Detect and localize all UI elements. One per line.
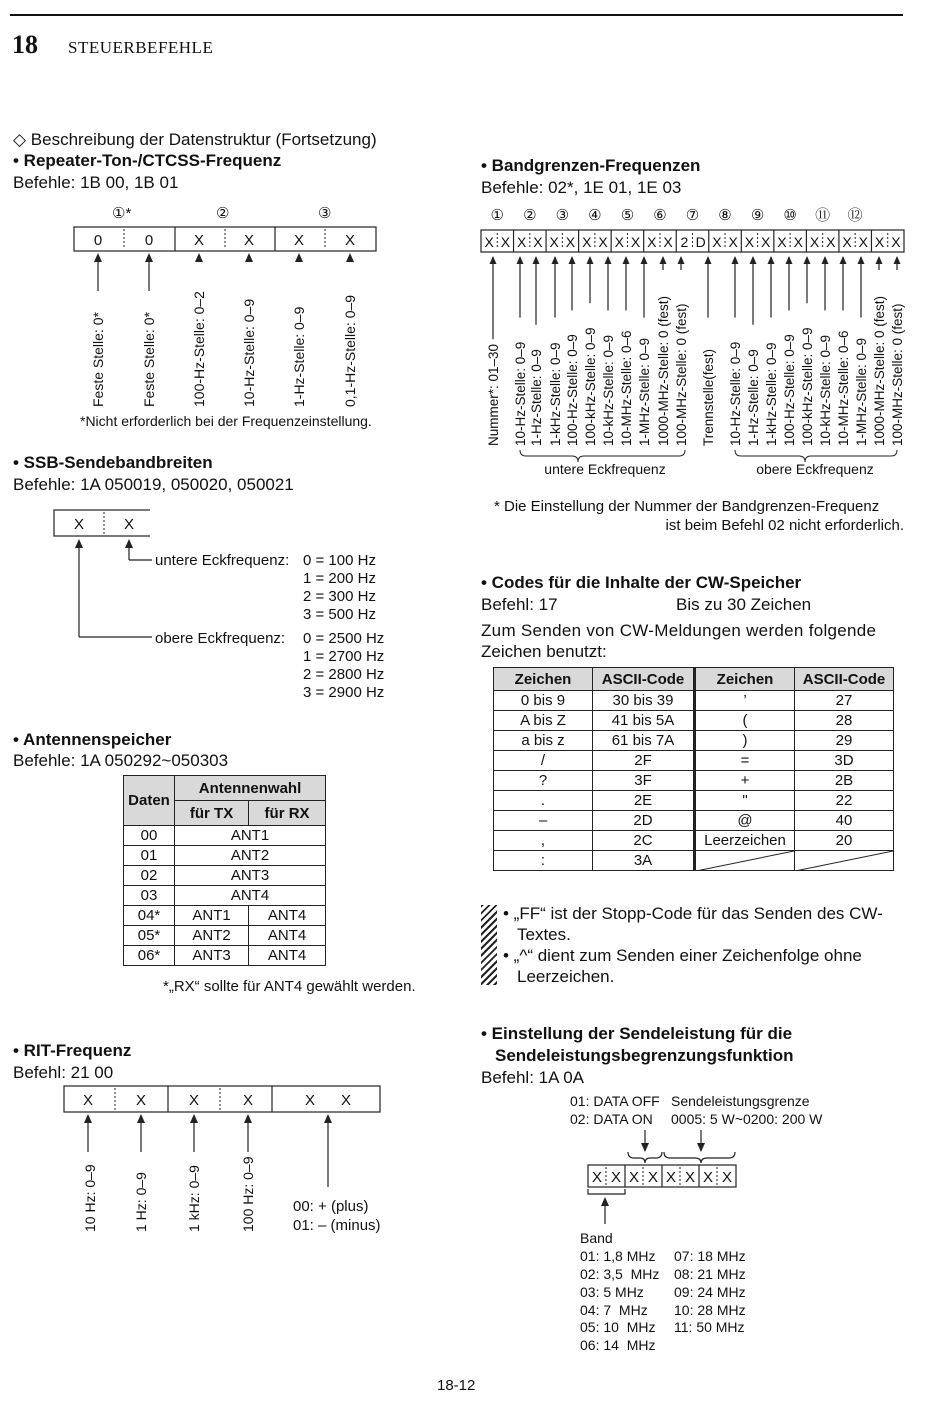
ssb-lower-value-1: 0 = 100 Hz xyxy=(303,552,376,569)
cw-text-line2: Zeichen benutzt: xyxy=(481,642,607,661)
antenna-header-daten: Daten xyxy=(124,776,175,826)
band-marker: ⑥ xyxy=(653,207,667,224)
band-arrow-head xyxy=(804,256,811,264)
power-band-label: Band xyxy=(580,1230,613,1246)
band-label: 10-MHz-Stelle: 0–6 xyxy=(619,330,634,446)
cw-zeichen: : xyxy=(494,851,593,871)
band-arrow-head xyxy=(732,256,739,264)
band-label: 1-Hz-Stelle: 0–9 xyxy=(746,349,761,446)
band-cell: X xyxy=(826,234,836,250)
band-cell: X xyxy=(842,234,852,250)
power-diagram xyxy=(580,1128,750,1228)
antenna-daten: 06* xyxy=(124,946,175,966)
ssb-lower-label: untere Eckfrequenz: xyxy=(155,552,290,569)
band-cell: X xyxy=(582,234,592,250)
antenna-rx: ANT4 xyxy=(249,946,326,966)
section-intro: ◇ Beschreibung der Datenstruktur (Fortsetzung) xyxy=(13,130,377,149)
header-rule xyxy=(10,14,903,16)
repeater-marker-3: ③ xyxy=(318,205,332,222)
cw-empty-cell xyxy=(695,851,795,871)
ssb-lower-value-3: 2 = 300 Hz xyxy=(303,588,376,605)
antenna-header-tx: für TX xyxy=(175,801,249,826)
band-item: 04: 7 MHz xyxy=(580,1302,648,1318)
repeater-cell-3: X xyxy=(193,232,205,249)
band-arrow-head xyxy=(840,256,847,264)
repeater-label-6: 0,1-Hz-Stelle: 0–9 xyxy=(342,294,358,407)
band-marker: ⑧ xyxy=(718,207,732,224)
antenna-daten: 01 xyxy=(124,846,175,866)
cw-ascii: 3D xyxy=(795,751,894,771)
cw-ascii: 28 xyxy=(795,711,894,731)
antenna-ant: ANT3 xyxy=(175,866,326,886)
repeater-commands: Befehle: 1B 00, 1B 01 xyxy=(13,173,179,192)
cw-note1-line1: • „FF“ ist der Stopp-Code für das Senden des CW- xyxy=(503,904,883,923)
cw-zeichen: ? xyxy=(494,771,593,791)
power-cell-2: X xyxy=(610,1169,622,1186)
table-row xyxy=(494,751,894,771)
band-item: 01: 1,8 MHz xyxy=(580,1248,656,1264)
band-cell: X xyxy=(793,234,803,250)
cw-ascii: 3A xyxy=(593,851,695,871)
power-limit-range: 0005: 5 W~0200: 200 W xyxy=(671,1111,823,1127)
band-cell: X xyxy=(744,234,755,250)
antenna-tx: ANT2 xyxy=(175,926,249,946)
chapter-number: 18 xyxy=(12,30,38,59)
band-marker: ⑨ xyxy=(750,207,765,224)
band-marker: ③ xyxy=(555,207,570,224)
power-cell-7: X xyxy=(702,1169,714,1186)
band-cell: X xyxy=(858,234,868,250)
repeater-cell-4: X xyxy=(243,232,255,249)
band-item: 05: 10 MHz xyxy=(580,1319,656,1335)
cw-header-zeichen-right: Zeichen xyxy=(695,668,795,691)
antenna-ant: ANT2 xyxy=(175,846,326,866)
rit-sign-plus: 00: + (plus) xyxy=(293,1198,369,1215)
band-label: 100-Hz-Stelle: 0–9 xyxy=(565,334,580,446)
table-row xyxy=(494,731,894,751)
band-cell: X xyxy=(598,234,608,250)
band-item: 08: 21 MHz xyxy=(674,1266,746,1282)
rit-cell-5: X xyxy=(304,1092,316,1109)
ssb-diagram xyxy=(50,505,150,645)
band-cell: X xyxy=(874,234,885,250)
table-row xyxy=(494,831,894,851)
band-cell: X xyxy=(517,234,527,250)
band-note-line2: ist beim Befehl 02 nicht erforderlich. xyxy=(665,517,904,534)
band-label: 100-MHz-Stelle: 0 (fest) xyxy=(890,303,905,446)
cw-zeichen: Leerzeichen xyxy=(695,831,795,851)
rit-cell-4: X xyxy=(242,1092,254,1109)
rit-label-4: 100 Hz: 0–9 xyxy=(240,1156,256,1232)
cw-ascii: 30 bis 39 xyxy=(593,691,695,711)
cw-note2-line2: Leerzeichen. xyxy=(517,967,615,986)
band-title: • Bandgrenzen-Frequenzen xyxy=(481,156,701,175)
repeater-label-1: Feste Stelle: 0* xyxy=(90,312,106,407)
table-row xyxy=(494,711,894,731)
band-item: 10: 28 MHz xyxy=(674,1302,746,1318)
antenna-tx: ANT3 xyxy=(175,946,249,966)
cw-zeichen: – xyxy=(494,811,593,831)
antenna-commands: Befehle: 1A 050292~050303 xyxy=(13,751,229,770)
rit-sign-minus: 01: – (minus) xyxy=(293,1217,381,1234)
cw-zeichen: A bis Z xyxy=(494,711,593,731)
page-number: 18-12 xyxy=(437,1377,476,1394)
band-label: 1-Hz-Stelle: 0–9 xyxy=(529,349,544,446)
cw-empty-cell xyxy=(795,851,894,871)
cw-zeichen: / xyxy=(494,751,593,771)
band-cell: D xyxy=(695,234,706,250)
ssb-upper-value-2: 1 = 2700 Hz xyxy=(303,648,385,665)
table-row xyxy=(124,866,326,886)
antenna-title: • Antennenspeicher xyxy=(13,730,172,749)
repeater-diagram xyxy=(70,196,390,436)
cw-note1-line2: Textes. xyxy=(517,925,571,944)
cw-header-ascii-right: ASCII-Code xyxy=(795,668,894,691)
cw-ascii: 2B xyxy=(795,771,894,791)
band-item: 11: 50 MHz xyxy=(674,1319,745,1335)
cw-limit: Bis zu 30 Zeichen xyxy=(676,595,812,614)
cw-ascii: 20 xyxy=(795,831,894,851)
table-row xyxy=(494,851,894,871)
band-arrow-head xyxy=(894,256,901,264)
antenna-tx: ANT1 xyxy=(175,906,249,926)
repeater-marker-1: ①* xyxy=(112,205,132,222)
cw-ascii: 27 xyxy=(795,691,894,711)
rit-label-1: 10 Hz: 0–9 xyxy=(82,1164,98,1232)
band-marker: ① xyxy=(490,207,504,224)
band-commands: Befehle: 02*, 1E 01, 1E 03 xyxy=(481,178,682,197)
ssb-upper-value-3: 2 = 2800 Hz xyxy=(303,666,385,683)
band-item: 03: 5 MHz xyxy=(580,1284,644,1300)
cw-command: Befehl: 17 xyxy=(481,595,558,614)
band-arrow-head xyxy=(660,256,667,264)
band-arrow-head xyxy=(786,256,793,264)
band-cell: X xyxy=(565,234,576,250)
ssb-lower-value-4: 3 = 500 Hz xyxy=(303,606,376,623)
band-label: 100-kHz-Stelle: 0–9 xyxy=(800,327,815,446)
ssb-upper-value-4: 3 = 2900 Hz xyxy=(303,684,385,701)
cw-ascii: 22 xyxy=(795,791,894,811)
antenna-daten: 03 xyxy=(124,886,175,906)
rit-cell-3: X xyxy=(188,1092,200,1109)
band-cell: X xyxy=(647,234,657,250)
band-arrow-head xyxy=(517,256,524,264)
power-title-line1: • Einstellung der Sendeleistung für die xyxy=(481,1024,793,1043)
power-command: Befehl: 1A 0A xyxy=(481,1068,585,1087)
band-label: 10-kHz-Stelle: 0–9 xyxy=(818,334,833,446)
band-label: Nummer*: 01–30 xyxy=(486,343,501,446)
band-cell: X xyxy=(500,234,511,250)
repeater-cell-6: X xyxy=(344,232,356,249)
table-row xyxy=(494,771,894,791)
band-marker: ⑫ xyxy=(847,207,863,224)
band-cell: X xyxy=(761,234,771,250)
antenna-daten: 05* xyxy=(124,926,175,946)
cw-note2-line1: • „^“ dient zum Senden einer Zeichenfolge ohne xyxy=(503,946,862,965)
table-row xyxy=(494,691,894,711)
band-arrow-head xyxy=(533,256,540,264)
band-item: 06: 14 MHz xyxy=(580,1337,656,1353)
cw-zeichen: 0 bis 9 xyxy=(494,691,593,711)
ssb-title: • SSB-Sendebandbreiten xyxy=(13,453,213,472)
ssb-upper-label: obere Eckfrequenz: xyxy=(155,630,286,647)
table-row xyxy=(124,946,326,966)
ssb-cell-2: X xyxy=(123,516,135,533)
band-arrow-head xyxy=(490,256,497,264)
antenna-daten: 04* xyxy=(124,906,175,926)
table-row xyxy=(494,791,894,811)
band-label: 10-kHz-Stelle: 0–9 xyxy=(601,334,616,446)
power-data-off: 01: DATA OFF xyxy=(570,1093,660,1109)
band-label: 1-kHz-Stelle: 0–9 xyxy=(764,342,779,446)
cw-zeichen: . xyxy=(494,791,593,811)
cw-zeichen: @ xyxy=(695,811,795,831)
cw-ascii: 40 xyxy=(795,811,894,831)
band-marker: ② xyxy=(523,207,537,224)
band-cell: X xyxy=(533,234,543,250)
band-marker: ⑪ xyxy=(815,207,831,224)
cw-ascii: 41 bis 5A xyxy=(593,711,695,731)
ssb-lower-value-2: 1 = 200 Hz xyxy=(303,570,376,587)
power-limit-label: Sendeleistungsgrenze xyxy=(671,1093,810,1109)
rit-label-3: 1 kHz: 0–9 xyxy=(186,1165,202,1232)
rit-cell-2: X xyxy=(135,1092,147,1109)
rit-cell-1: X xyxy=(82,1092,94,1109)
band-item: 02: 3,5 MHz xyxy=(580,1266,660,1282)
ssb-commands: Befehle: 1A 050019, 050020, 050021 xyxy=(13,475,294,494)
band-cell: X xyxy=(630,234,641,250)
repeater-label-4: 10-Hz-Stelle: 0–9 xyxy=(241,298,257,407)
band-diagram xyxy=(475,200,915,480)
table-row xyxy=(124,846,326,866)
band-cell: X xyxy=(809,234,820,250)
band-item: 07: 18 MHz xyxy=(674,1248,746,1264)
band-cell: X xyxy=(614,234,624,250)
antenna-header-rx: für RX xyxy=(249,801,326,826)
band-arrow-head xyxy=(822,256,829,264)
band-arrow-head xyxy=(768,256,775,264)
cw-ascii: 2D xyxy=(593,811,695,831)
power-data-on: 02: DATA ON xyxy=(570,1111,653,1127)
cw-zeichen: = xyxy=(695,751,795,771)
chapter-title: STEUERBEFEHLE xyxy=(68,38,214,57)
rit-label-2: 1 Hz: 0–9 xyxy=(133,1172,149,1232)
cw-zeichen: , xyxy=(494,831,593,851)
band-cell: 2 xyxy=(680,234,689,250)
table-row xyxy=(494,811,894,831)
cw-ascii: 2C xyxy=(593,831,695,851)
cw-header-zeichen-left: Zeichen xyxy=(494,668,593,691)
cw-ascii: 61 bis 7A xyxy=(593,731,695,751)
rit-title: • RIT-Frequenz xyxy=(13,1041,132,1060)
band-label: 10-MHz-Stelle: 0–6 xyxy=(836,330,851,446)
table-row xyxy=(124,926,326,946)
band-marker: ④ xyxy=(588,207,602,224)
rit-cell-6: X xyxy=(340,1092,352,1109)
band-cell: X xyxy=(728,234,738,250)
antenna-table xyxy=(123,775,326,966)
rit-commands: Befehl: 21 00 xyxy=(13,1063,114,1082)
cw-header-ascii-left: ASCII-Code xyxy=(593,668,695,691)
cw-text-line1: Zum Senden von CW-Meldungen werden folgende xyxy=(481,621,877,640)
band-note-line1: * Die Einstellung der Nummer der Bandgrenzen-Frequenz xyxy=(494,498,880,515)
antenna-ant: ANT1 xyxy=(175,826,326,846)
cw-ascii: 2F xyxy=(593,751,695,771)
repeater-label-2: Feste Stelle: 0* xyxy=(141,312,157,407)
band-label: 10-Hz-Stelle: 0–9 xyxy=(513,341,528,446)
power-cell-6: X xyxy=(684,1169,696,1186)
table-row xyxy=(124,826,326,846)
band-arrow-head xyxy=(705,256,712,264)
band-cell: X xyxy=(549,234,559,250)
repeater-cell-1: 0 xyxy=(93,232,103,249)
repeater-label-5: 1-Hz-Stelle: 0–9 xyxy=(291,306,307,407)
band-label: 1000-MHz-Stelle: 0 (fest) xyxy=(872,295,887,446)
band-item: 09: 24 MHz xyxy=(674,1284,746,1300)
repeater-marker-2: ② xyxy=(216,205,230,222)
band-arrow-head xyxy=(605,256,612,264)
band-arrow-head xyxy=(623,256,630,264)
band-label: 1000-MHz-Stelle: 0 (fest) xyxy=(656,295,671,446)
note-hatch-icon xyxy=(481,905,497,985)
band-label: 100-kHz-Stelle: 0–9 xyxy=(583,327,598,446)
cw-ascii: 29 xyxy=(795,731,894,751)
band-cell: X xyxy=(712,234,722,250)
band-arrow-head xyxy=(876,256,883,264)
band-cell: X xyxy=(891,234,901,250)
power-title-line2: Sendeleistungsbegrenzungsfunktion xyxy=(495,1046,794,1065)
band-arrow-head xyxy=(750,256,757,264)
repeater-footnote: *Nicht erforderlich bei der Frequenzeinstellung. xyxy=(80,413,372,429)
ssb-cell-1: X xyxy=(73,516,85,533)
band-lower-group: untere Eckfrequenz xyxy=(544,461,666,477)
antenna-daten: 00 xyxy=(124,826,175,846)
cw-ascii: 3F xyxy=(593,771,695,791)
band-label: 1-MHz-Stelle: 0–9 xyxy=(637,337,652,446)
power-cell-5: X xyxy=(665,1169,677,1186)
repeater-title: • Repeater-Ton-/CTCSS-Frequenz xyxy=(13,151,282,170)
band-arrow-head xyxy=(569,256,576,264)
band-cell: X xyxy=(484,234,494,250)
cw-ascii: 2E xyxy=(593,791,695,811)
band-label: 1-MHz-Stelle: 0–9 xyxy=(854,337,869,446)
band-arrow-head xyxy=(858,256,865,264)
cw-zeichen: ( xyxy=(695,711,795,731)
antenna-daten: 02 xyxy=(124,866,175,886)
band-arrow-head xyxy=(641,256,648,264)
power-cell-4: X xyxy=(647,1169,659,1186)
band-marker: ⑩ xyxy=(783,207,797,224)
antenna-rx: ANT4 xyxy=(249,926,326,946)
band-label: 100-MHz-Stelle: 0 (fest) xyxy=(674,303,689,446)
band-label: 10-Hz-Stelle: 0–9 xyxy=(728,341,743,446)
antenna-ant: ANT4 xyxy=(175,886,326,906)
band-cell: X xyxy=(777,234,787,250)
cw-zeichen: + xyxy=(695,771,795,791)
repeater-cell-5: X xyxy=(293,232,305,249)
band-marker: ⑤ xyxy=(620,207,635,224)
repeater-cell-2: 0 xyxy=(144,232,154,249)
band-arrow-head xyxy=(552,256,559,264)
repeater-label-3: 100-Hz-Stelle: 0–2 xyxy=(191,291,207,407)
band-marker: ⑦ xyxy=(685,207,700,224)
cw-zeichen: ’ xyxy=(695,691,795,711)
band-upper-group: obere Eckfrequenz xyxy=(756,461,874,477)
band-label: 100-Hz-Stelle: 0–9 xyxy=(782,334,797,446)
cw-zeichen: ) xyxy=(695,731,795,751)
band-cell: X xyxy=(663,234,673,250)
antenna-footnote: *„RX“ sollte für ANT4 gewählt werden. xyxy=(163,978,416,995)
table-row xyxy=(124,886,326,906)
table-row xyxy=(124,906,326,926)
band-arrow-head xyxy=(678,256,685,264)
cw-zeichen: a bis z xyxy=(494,731,593,751)
antenna-rx: ANT4 xyxy=(249,906,326,926)
cw-zeichen: " xyxy=(695,791,795,811)
power-cell-8: X xyxy=(721,1169,733,1186)
power-cell-1: X xyxy=(591,1169,603,1186)
cw-title: • Codes für die Inhalte der CW-Speicher xyxy=(481,573,802,592)
cw-table xyxy=(493,667,894,871)
power-cell-3: X xyxy=(628,1169,640,1186)
antenna-header-wahl: Antennenwahl xyxy=(175,776,326,801)
band-arrow-head xyxy=(587,256,594,264)
band-label: Trennstelle(fest) xyxy=(701,348,716,446)
band-label: 1-kHz-Stelle: 0–9 xyxy=(548,342,563,446)
ssb-upper-value-1: 0 = 2500 Hz xyxy=(303,630,385,647)
